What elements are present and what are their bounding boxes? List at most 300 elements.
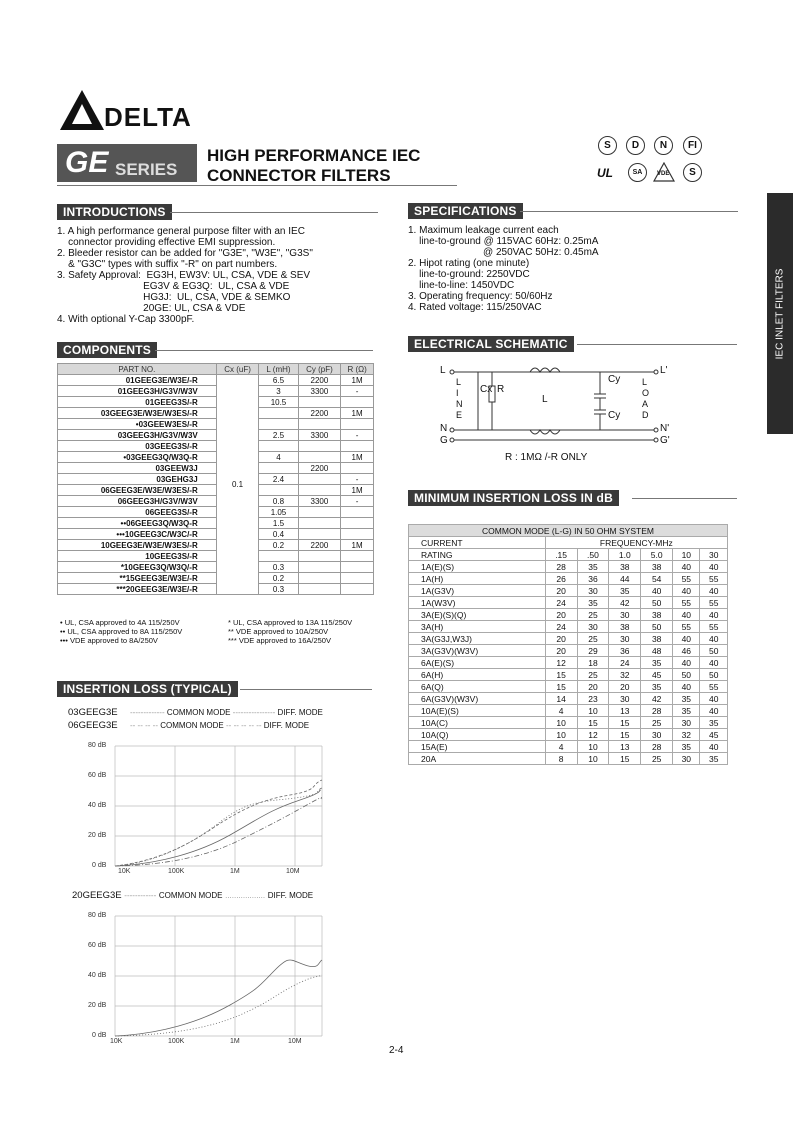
comp-l: 10.5	[259, 397, 298, 408]
comp-cy	[298, 452, 341, 463]
loss-value: 38	[609, 561, 641, 573]
csa-cert-icon: SA	[628, 163, 647, 182]
loss-value: 30	[609, 693, 641, 705]
page-number: 2-4	[389, 1045, 404, 1056]
loss-value: 20	[545, 645, 577, 657]
schematic-n-in: N	[440, 423, 448, 434]
comp-cy	[298, 474, 341, 485]
part-number: ••06GEEG3Q/W3Q-R	[58, 518, 217, 529]
comp-l	[259, 408, 298, 419]
schematic-l-out: L'	[660, 365, 668, 376]
graph2-legend: 20GEEG3E ------------ COMMON MODE .................. DIFF. MODE	[72, 890, 314, 901]
diff-mode-label: DIFF. MODE	[263, 721, 310, 730]
current-rating: 6A(Q)	[409, 681, 546, 693]
loss-value: 15	[545, 681, 577, 693]
components-heading: COMPONENTS	[57, 342, 157, 358]
schematic-cy-bot: Cy	[608, 410, 621, 421]
fimko-cert-icon: FI	[683, 136, 702, 155]
loss-value: 30	[609, 633, 641, 645]
y-tick: 20 dB	[88, 1002, 107, 1009]
brand-name: DELTA	[104, 102, 192, 132]
electrical-schematic	[430, 362, 680, 462]
loss-value: 50	[641, 597, 673, 609]
comp-cy	[298, 562, 341, 573]
components-row	[58, 562, 374, 573]
min-loss-row	[409, 609, 728, 621]
min-loss-row	[409, 681, 728, 693]
common-mode-label: COMMON MODE	[158, 891, 223, 900]
series-title-line2: CONNECTOR FILTERS	[207, 166, 391, 185]
common-mode-label: COMMON MODE	[160, 721, 224, 730]
intro-line: connector providing effective EMI suppression.	[57, 237, 276, 248]
part-number: 01GEEG3S/-R	[58, 397, 217, 408]
current-rating: 1A(E)(S)	[409, 561, 546, 573]
sev-cert-icon: S	[683, 163, 702, 182]
loss-value: 20	[609, 681, 641, 693]
loss-value: 38	[609, 621, 641, 633]
loss-value: 40	[673, 633, 700, 645]
components-row	[58, 408, 374, 419]
sidebar-label: IEC INLET FILTERS	[774, 268, 786, 359]
current-rating: 3A(G3J,W3J)	[409, 633, 546, 645]
x-tick: 1M	[230, 1038, 240, 1045]
part-number: 03GEEG3E/W3E/W3ES/-R	[58, 408, 217, 419]
loss-value: 38	[641, 609, 673, 621]
loss-value: 42	[609, 597, 641, 609]
loss-value: 40	[700, 657, 728, 669]
loss-value: 15	[545, 669, 577, 681]
part-number: 03GEEW3J	[58, 463, 217, 474]
loss-value: 12	[577, 729, 609, 741]
loss-value: 20	[545, 609, 577, 621]
delta-triangle-icon	[58, 88, 106, 132]
comp-r	[341, 441, 374, 452]
loss-value: 13	[609, 705, 641, 717]
schematic-line-label	[456, 377, 463, 421]
specifications-heading: SPECIFICATIONS	[408, 203, 523, 219]
min-loss-row	[409, 573, 728, 585]
current-rating: 10A(E)(S)	[409, 705, 546, 717]
graph1-model: 03GEEG3E	[68, 707, 118, 718]
comp-l	[259, 485, 298, 496]
schematic-note: R : 1MΩ /-R ONLY	[505, 452, 588, 463]
loss-value: 10	[545, 729, 577, 741]
loss-value: 55	[700, 573, 728, 585]
loss-value: 24	[545, 597, 577, 609]
loss-value: 15	[609, 753, 641, 765]
intro-line: HG3J: UL, CSA, VDE & SEMKO	[57, 292, 291, 303]
comp-r	[341, 507, 374, 518]
comp-l	[259, 463, 298, 474]
freq-header: 30	[700, 549, 728, 561]
part-number: 03GEEG3S/-R	[58, 441, 217, 452]
comp-note: ••• VDE approved to 8A/250V	[60, 636, 158, 645]
loss-value: 28	[641, 741, 673, 753]
comp-r	[341, 529, 374, 540]
comp-r	[341, 463, 374, 474]
components-row	[58, 375, 374, 386]
comp-l	[259, 441, 298, 452]
graph2-plot	[60, 910, 350, 1050]
current-rating: 6A(G3V)(W3V)	[409, 693, 546, 705]
common-mode-label: COMMON MODE	[166, 708, 231, 717]
comp-col-header: L (mH)	[259, 364, 298, 375]
schematic-load-label	[642, 377, 649, 421]
min-loss-row	[409, 585, 728, 597]
loss-value: 28	[545, 561, 577, 573]
loss-value: 40	[700, 585, 728, 597]
y-tick: 60 dB	[88, 942, 107, 949]
loss-value: 46	[673, 645, 700, 657]
y-tick: 80 dB	[88, 912, 107, 919]
min-loss-row	[409, 729, 728, 741]
components-row	[58, 496, 374, 507]
min-loss-row	[409, 693, 728, 705]
diff-mode-label: DIFF. MODE	[267, 891, 314, 900]
loss-value: 45	[700, 729, 728, 741]
comp-cy	[298, 551, 341, 562]
loss-value: 44	[609, 573, 641, 585]
graph1-plot	[60, 740, 350, 880]
x-tick: 10M	[286, 868, 300, 875]
comp-cy: 2200	[298, 408, 341, 419]
loss-value: 38	[641, 633, 673, 645]
loss-value: 36	[577, 573, 609, 585]
loss-value: 24	[609, 657, 641, 669]
min-loss-row	[409, 657, 728, 669]
y-tick: 60 dB	[88, 772, 107, 779]
comp-cy	[298, 485, 341, 496]
schematic-line-letter: N	[456, 399, 463, 409]
components-row	[58, 474, 374, 485]
loss-value: 30	[577, 585, 609, 597]
part-number: 01GEEG3H/G3V/W3V	[58, 386, 217, 397]
comp-col-header: Cy (pF)	[298, 364, 341, 375]
loss-value: 30	[609, 609, 641, 621]
components-notes-right	[228, 618, 352, 645]
graph2-model: 20GEEG3E	[72, 890, 122, 901]
spec-line: 4. Rated voltage: 115/250VAC	[408, 302, 542, 313]
comp-note: ** VDE approved to 10A/250V	[228, 627, 329, 636]
comp-cy: 2200	[298, 463, 341, 474]
loss-value: 55	[700, 597, 728, 609]
y-tick: 40 dB	[88, 972, 107, 979]
x-tick: 10K	[118, 868, 131, 875]
comp-l: 1.5	[259, 518, 298, 529]
nemko-cert-icon: N	[654, 136, 673, 155]
comp-note: • UL, CSA approved to 4A 115/250V	[60, 618, 180, 627]
comp-r	[341, 584, 374, 595]
specifications-list	[408, 225, 599, 313]
comp-l: 0.3	[259, 562, 298, 573]
current-rating: 6A(E)(S)	[409, 657, 546, 669]
schematic-cy-top: Cy	[608, 374, 621, 385]
loss-value: 35	[609, 585, 641, 597]
schematic-g-out: G'	[660, 435, 670, 446]
loss-value: 10	[545, 717, 577, 729]
loss-value: 15	[609, 729, 641, 741]
comp-r	[341, 518, 374, 529]
comp-r: -	[341, 430, 374, 441]
loss-value: 20	[545, 585, 577, 597]
comp-cy	[298, 573, 341, 584]
loss-value: 40	[641, 585, 673, 597]
loss-value: 50	[700, 645, 728, 657]
schematic-load-letter: L	[642, 377, 648, 387]
components-row	[58, 529, 374, 540]
min-loss-table	[408, 524, 728, 765]
comp-l: 0.3	[259, 584, 298, 595]
loss-value: 40	[700, 561, 728, 573]
part-number: 06GEEG3H/G3V/W3V	[58, 496, 217, 507]
components-row	[58, 386, 374, 397]
part-number: 03GEEG3H/G3V/W3V	[58, 430, 217, 441]
comp-l: 4	[259, 452, 298, 463]
comp-r: 1M	[341, 408, 374, 419]
demko-cert-icon: D	[626, 136, 645, 155]
loss-value: 30	[673, 753, 700, 765]
series-title	[207, 146, 420, 186]
comp-cy: 3300	[298, 496, 341, 507]
schematic-line-letter: E	[456, 410, 463, 420]
insertion-loss-heading: INSERTION LOSS (TYPICAL)	[57, 681, 238, 697]
loss-value: 26	[545, 573, 577, 585]
loss-value: 23	[577, 693, 609, 705]
spec-line: line-to-line: 1450VDC	[408, 280, 515, 291]
diff-mode-label: DIFF. MODE	[277, 708, 323, 717]
introductions-list	[57, 226, 313, 325]
schematic-cx: Cx	[480, 384, 493, 395]
loss-value: 35	[673, 741, 700, 753]
part-number: 06GEEG3S/-R	[58, 507, 217, 518]
loss-value: 38	[641, 561, 673, 573]
current-rating: 1A(H)	[409, 573, 546, 585]
series-badge-ge: GE	[65, 146, 109, 179]
graph1-model: 06GEEG3E	[68, 720, 118, 731]
vde-cert-label: VDE	[657, 171, 670, 177]
min-loss-row	[409, 621, 728, 633]
min-loss-row	[409, 597, 728, 609]
x-tick: 100K	[168, 1038, 185, 1045]
loss-value: 4	[545, 705, 577, 717]
ul-cert-icon: UL	[597, 166, 613, 180]
min-loss-heading: MINIMUM INSERTION LOSS IN dB	[408, 490, 619, 506]
comp-l: 2.5	[259, 430, 298, 441]
loss-value: 35	[700, 753, 728, 765]
components-row	[58, 485, 374, 496]
components-row	[58, 584, 374, 595]
min-loss-current-header: CURRENT	[409, 537, 546, 549]
schematic-l: L	[542, 394, 548, 405]
current-rating: 3A(E)(S)(Q)	[409, 609, 546, 621]
comp-r: -	[341, 386, 374, 397]
comp-col-header: Cx (uF)	[216, 364, 259, 375]
comp-cy: 2200	[298, 540, 341, 551]
y-tick: 0 dB	[92, 1032, 107, 1039]
comp-r	[341, 562, 374, 573]
components-row	[58, 518, 374, 529]
insertion-loss-graph-1	[60, 740, 350, 880]
loss-value: 35	[673, 705, 700, 717]
components-row	[58, 540, 374, 551]
schematic-r: R	[497, 384, 505, 395]
current-rating: 10A(C)	[409, 717, 546, 729]
freq-header: 10	[673, 549, 700, 561]
schematic-load-letter: D	[642, 410, 649, 420]
y-tick: 20 dB	[88, 832, 107, 839]
intro-line: & "G3C" types with suffix "-R" on part numbers.	[57, 259, 278, 270]
comp-l: 0.2	[259, 540, 298, 551]
loss-value: 50	[700, 669, 728, 681]
loss-value: 55	[700, 621, 728, 633]
loss-value: 25	[577, 669, 609, 681]
comp-r: 1M	[341, 485, 374, 496]
spec-line: 2. Hipot rating (one minute)	[408, 258, 530, 269]
components-row	[58, 507, 374, 518]
comp-l	[259, 551, 298, 562]
graph1-mode-legend: ------------- COMMON MODE ---------------- DIFF. MODE -- -- -- -- COMMON MODE -- -- -- -- -- DIFF. MODE	[130, 708, 323, 730]
intro-line: 4. With optional Y-Cap 3300pF.	[57, 314, 195, 325]
loss-value: 40	[700, 741, 728, 753]
loss-value: 20	[545, 633, 577, 645]
schematic-line-letter: I	[456, 388, 459, 398]
semko-cert-icon: S	[598, 136, 617, 155]
current-rating: 1A(G3V)	[409, 585, 546, 597]
min-loss-row	[409, 669, 728, 681]
comp-r: 1M	[341, 540, 374, 551]
part-number: 10GEEG3E/W3E/W3ES/-R	[58, 540, 217, 551]
series-badge	[57, 144, 197, 182]
loss-value: 50	[641, 621, 673, 633]
part-number: ***20GEEG3E/W3E/-R	[58, 584, 217, 595]
loss-value: 20	[577, 681, 609, 693]
freq-header: .15	[545, 549, 577, 561]
components-row	[58, 430, 374, 441]
comp-cy	[298, 507, 341, 518]
loss-value: 40	[700, 609, 728, 621]
loss-value: 40	[700, 693, 728, 705]
schematic-g-in: G	[440, 435, 448, 446]
intro-line: 20GE: UL, CSA & VDE	[57, 303, 246, 314]
components-notes-left	[60, 618, 182, 645]
loss-value: 40	[673, 561, 700, 573]
y-tick: 40 dB	[88, 802, 107, 809]
loss-value: 42	[641, 693, 673, 705]
current-rating: 6A(H)	[409, 669, 546, 681]
components-row	[58, 452, 374, 463]
part-number: 10GEEG3S/-R	[58, 551, 217, 562]
graph1-legend	[68, 706, 118, 732]
components-row	[58, 551, 374, 562]
comp-cy	[298, 397, 341, 408]
part-number: •03GEEG3Q/W3Q-R	[58, 452, 217, 463]
loss-value: 54	[641, 573, 673, 585]
loss-value: 40	[673, 681, 700, 693]
x-tick: 10K	[110, 1038, 123, 1045]
intro-line: 2. Bleeder resistor can be added for "G3E", "W3E", "G3S"	[57, 248, 313, 259]
min-loss-rating-header: RATING	[409, 549, 546, 561]
loss-value: 40	[673, 657, 700, 669]
series-title-line1: HIGH PERFORMANCE IEC	[207, 146, 421, 165]
loss-value: 36	[609, 645, 641, 657]
comp-r: -	[341, 496, 374, 507]
loss-value: 14	[545, 693, 577, 705]
schematic-l-in: L	[440, 365, 446, 376]
comp-col-header: R (Ω)	[341, 364, 374, 375]
part-number: 06GEEG3E/W3E/W3ES/-R	[58, 485, 217, 496]
current-rating: 1A(W3V)	[409, 597, 546, 609]
current-rating: 10A(Q)	[409, 729, 546, 741]
min-loss-row	[409, 705, 728, 717]
intro-line: 1. A high performance general purpose filter with an IEC	[57, 226, 305, 237]
loss-value: 10	[577, 705, 609, 717]
x-tick: 100K	[168, 868, 185, 875]
min-loss-row	[409, 741, 728, 753]
part-number: *10GEEG3Q/W3Q/-R	[58, 562, 217, 573]
loss-value: 29	[577, 645, 609, 657]
loss-value: 30	[673, 717, 700, 729]
comp-note: * UL, CSA approved to 13A 115/250V	[228, 618, 353, 627]
comp-cy	[298, 419, 341, 430]
loss-value: 45	[641, 669, 673, 681]
loss-value: 32	[673, 729, 700, 741]
min-loss-row	[409, 561, 728, 573]
loss-value: 48	[641, 645, 673, 657]
part-number: 01GEEG3E/W3E/-R	[58, 375, 217, 386]
min-loss-row	[409, 753, 728, 765]
comp-r	[341, 573, 374, 584]
comp-note: *** VDE approved to 16A/250V	[228, 636, 331, 645]
loss-value: 12	[545, 657, 577, 669]
part-number: **15GEEG3E/W3E/-R	[58, 573, 217, 584]
comp-cy	[298, 529, 341, 540]
insertion-loss-graph-2	[60, 910, 350, 1050]
comp-r: 1M	[341, 452, 374, 463]
loss-value: 30	[641, 729, 673, 741]
x-tick: 1M	[230, 868, 240, 875]
loss-value: 25	[577, 633, 609, 645]
min-loss-title: COMMON MODE (L-G) IN 50 OHM SYSTEM	[409, 525, 728, 537]
comp-l	[259, 419, 298, 430]
components-table	[57, 363, 374, 595]
loss-value: 35	[700, 717, 728, 729]
comp-cy	[298, 584, 341, 595]
loss-value: 35	[641, 657, 673, 669]
comp-r	[341, 419, 374, 430]
part-number: 03GEHG3J	[58, 474, 217, 485]
loss-value: 40	[700, 633, 728, 645]
comp-cy	[298, 441, 341, 452]
schematic-n-out: N'	[660, 423, 670, 434]
vde-cert-icon	[653, 162, 675, 187]
components-row	[58, 573, 374, 584]
loss-value: 24	[545, 621, 577, 633]
freq-header: .50	[577, 549, 609, 561]
spec-line: 3. Operating frequency: 50/60Hz	[408, 291, 553, 302]
loss-value: 40	[673, 585, 700, 597]
part-number: •••10GEEG3C/W3C/-R	[58, 529, 217, 540]
comp-col-header: PART NO.	[58, 364, 217, 375]
loss-value: 32	[609, 669, 641, 681]
current-rating: 20A	[409, 753, 546, 765]
intro-line: EG3V & EG3Q: UL, CSA & VDE	[57, 281, 290, 292]
y-tick: 80 dB	[88, 742, 107, 749]
components-row	[58, 419, 374, 430]
current-rating: 3A(H)	[409, 621, 546, 633]
freq-header: 5.0	[641, 549, 673, 561]
comp-l: 0.8	[259, 496, 298, 507]
comp-l: 1.05	[259, 507, 298, 518]
